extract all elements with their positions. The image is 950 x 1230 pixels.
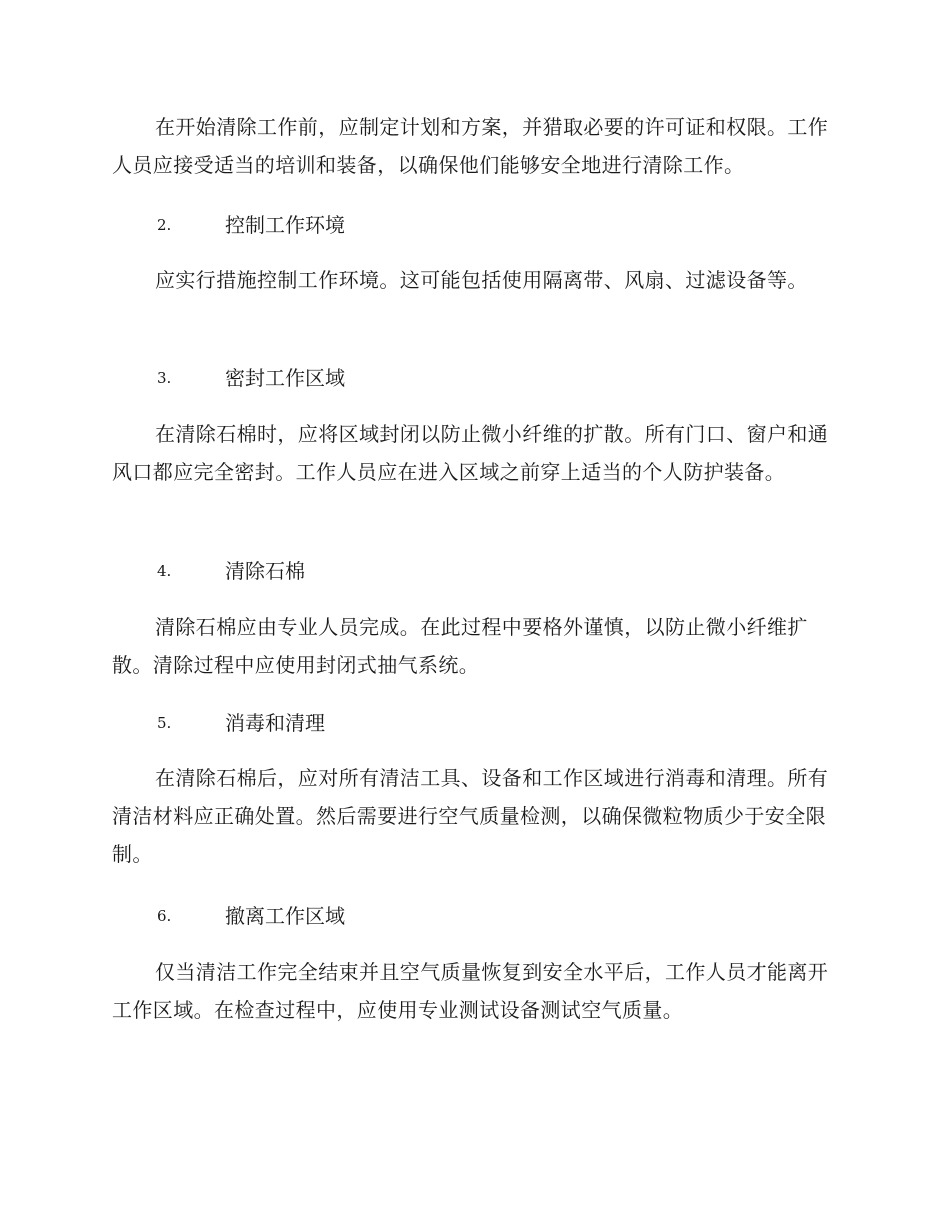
section-title: 撤离工作区域: [225, 904, 345, 928]
section-number: 3.: [157, 369, 172, 387]
section-title: 清除石棉: [225, 559, 305, 583]
intro-paragraph: 在开始清除工作前，应制定计划和方案，并猎取必要的许可证和权限。工作人员应接受适当的培训和装备，以确保他们能够安全地进行清除工作。: [112, 115, 829, 177]
section-title: 控制工作环境: [225, 213, 345, 237]
section-body-2: 应实行措施控制工作环境。这可能包括使用隔离带、风扇、过滤设备等。: [155, 268, 808, 292]
section-heading-3: [112, 363, 830, 393]
section-number: 2.: [157, 216, 172, 234]
section-number: 6.: [157, 907, 172, 925]
section-heading-5: [112, 708, 830, 738]
section-title: 密封工作区域: [225, 366, 345, 390]
section-body-6: 仅当清洁工作完全结束并且空气质量恢复到安全水平后，工作人员才能离开工作区域。在检查过程中，应使用专业测试设备测试空气质量。: [112, 960, 829, 1022]
section-title: 消毒和清理: [225, 711, 325, 735]
section-body-4: 清除石棉应由专业人员完成。在此过程中要格外谨慎，以防止微小纤维扩散。清除过程中应使用封闭式抽气系统。: [112, 615, 808, 677]
section-body-3: 在清除石棉时，应将区域封闭以防止微小纤维的扩散。所有门口、窗户和通风口都应完全密封。工作人员应在进入区域之前穿上适当的个人防护装备。: [112, 422, 829, 484]
section-number: 5.: [157, 714, 172, 732]
section-heading-6: [112, 901, 830, 931]
section-heading-2: [112, 210, 830, 240]
section-heading-4: [112, 556, 830, 586]
section-body-5: 在清除石棉后，应对所有清洁工具、设备和工作区域进行消毒和清理。所有清洁材料应正确处置。然后需要进行空气质量检测，以确保微粒物质少于安全限制。: [112, 766, 829, 866]
section-number: 4.: [157, 562, 172, 580]
